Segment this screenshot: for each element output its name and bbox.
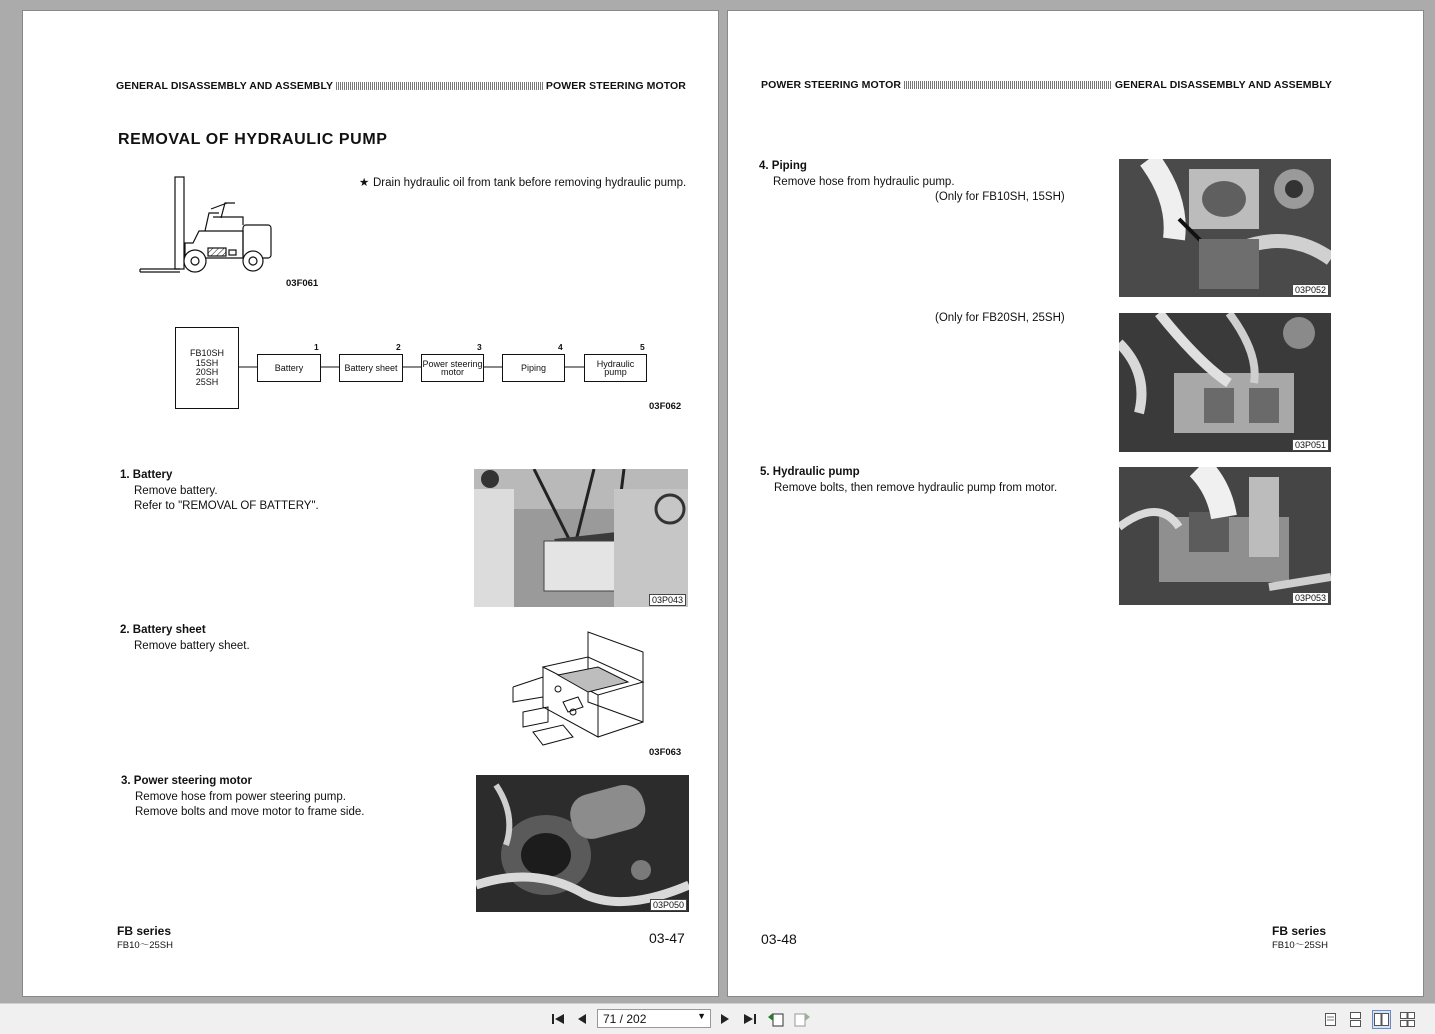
footer-models: FB10～25SH xyxy=(117,940,173,951)
motor-photo-art xyxy=(476,775,689,912)
battery-sheet-figure-code: 03F063 xyxy=(649,747,682,758)
header-right-text: GENERAL DISASSEMBLY AND ASSEMBLY xyxy=(1114,79,1332,91)
step-4-note-fb10: (Only for FB10SH, 15SH) xyxy=(935,191,1065,203)
left-page xyxy=(22,10,719,997)
drain-note-text: Drain hydraulic oil from tank before removing hydraulic pump. xyxy=(373,177,687,189)
piping-fb10-photo xyxy=(1119,159,1331,297)
last-page-icon[interactable] xyxy=(741,1010,759,1028)
flow-figure-code: 03F062 xyxy=(649,401,682,412)
star-icon: ★ xyxy=(359,177,370,189)
flow-model: FB10SH xyxy=(189,348,224,358)
step-line: Remove hose from power steering pump. xyxy=(135,791,346,803)
next-page-icon[interactable] xyxy=(716,1010,734,1028)
forklift-figure-code: 03F061 xyxy=(286,278,319,289)
battery-photo-art xyxy=(474,469,688,607)
flow-step-number: 5 xyxy=(640,342,645,352)
hydraulic-pump-photo-art xyxy=(1119,467,1331,605)
step-line: Refer to "REMOVAL OF BATTERY". xyxy=(134,500,319,512)
motor-photo-code: 03P050 xyxy=(650,899,687,911)
flow-model: 20SH xyxy=(195,367,219,377)
flow-step-piping: Piping xyxy=(502,354,565,382)
step-4-heading: 4. Piping xyxy=(759,160,807,172)
page-title: REMOVAL OF HYDRAULIC PUMP xyxy=(118,131,388,148)
battery-photo-code: 03P043 xyxy=(649,594,686,606)
first-page-icon[interactable] xyxy=(549,1010,567,1028)
prev-page-icon[interactable] xyxy=(573,1010,591,1028)
header-left-text: GENERAL DISASSEMBLY AND ASSEMBLY xyxy=(116,80,334,92)
header-right-text: POWER STEERING MOTOR xyxy=(545,80,686,92)
single-page-view-icon[interactable] xyxy=(1321,1010,1340,1029)
hydraulic-pump-photo-code: 03P053 xyxy=(1292,592,1329,604)
flow-step-number: 1 xyxy=(314,342,319,352)
piping-fb10-photo-code: 03P052 xyxy=(1292,284,1329,296)
go-forward-icon[interactable] xyxy=(793,1010,811,1028)
chevron-down-icon[interactable]: ▼ xyxy=(697,1011,706,1021)
header-dot-leader xyxy=(904,81,1112,89)
go-back-icon[interactable] xyxy=(767,1010,785,1028)
flow-step-battery: Battery xyxy=(257,354,321,382)
step-line: Remove bolts, then remove hydraulic pump from motor. xyxy=(774,482,1058,494)
step-line: Remove battery. xyxy=(134,485,218,497)
page-header xyxy=(761,78,1332,92)
right-page xyxy=(727,10,1424,997)
piping-fb10-photo-art xyxy=(1119,159,1331,297)
step-4-note-fb20: (Only for FB20SH, 25SH) xyxy=(935,312,1065,324)
continuous-view-icon[interactable] xyxy=(1346,1010,1365,1029)
flow-step-number: 4 xyxy=(558,342,563,352)
flow-step-hydraulic-pump: Hydraulic pump xyxy=(584,354,647,382)
footer-series: FB series xyxy=(1272,924,1327,938)
page-indicator: 71 / 202 xyxy=(603,1011,647,1026)
step-line: Remove battery sheet. xyxy=(134,640,250,652)
flow-model: 15SH xyxy=(195,357,219,368)
page-number-select[interactable] xyxy=(597,1009,711,1028)
piping-fb20-photo-code: 03P051 xyxy=(1292,439,1329,451)
flow-step-battery-sheet: Battery sheet xyxy=(339,354,403,382)
flow-step-power-steering-motor: Power steering motor xyxy=(421,354,484,382)
battery-sheet-illustration xyxy=(503,627,653,757)
step-5-text xyxy=(774,481,1057,496)
piping-fb20-photo xyxy=(1119,313,1331,452)
facing-view-icon[interactable] xyxy=(1372,1010,1391,1029)
step-2-heading: 2. Battery sheet xyxy=(120,624,206,636)
page-number: 03-48 xyxy=(761,931,797,947)
step-3-text xyxy=(135,790,364,820)
step-line: Remove hose from hydraulic pump. xyxy=(773,176,955,188)
flow-model: 25SH xyxy=(195,376,219,387)
step-line: Remove bolts and move motor to frame side. xyxy=(135,806,365,818)
footer-series: FB series xyxy=(117,924,172,938)
step-4-text xyxy=(773,175,955,190)
header-left-text: POWER STEERING MOTOR xyxy=(761,79,902,91)
footer-models: FB10～25SH xyxy=(1272,940,1328,951)
flow-step-number: 3 xyxy=(477,342,482,352)
step-2-text xyxy=(134,639,250,654)
step-5-heading: 5. Hydraulic pump xyxy=(760,466,860,478)
viewer-toolbar xyxy=(0,1003,1435,1034)
step-1-heading: 1. Battery xyxy=(120,469,173,481)
page-number: 03-47 xyxy=(649,930,685,946)
step-3-heading: 3. Power steering motor xyxy=(121,775,253,787)
battery-removal-photo xyxy=(474,469,688,607)
power-steering-motor-photo xyxy=(476,775,689,912)
facing-continuous-view-icon[interactable] xyxy=(1398,1010,1417,1029)
hydraulic-pump-photo xyxy=(1119,467,1331,605)
piping-fb20-photo-art xyxy=(1119,313,1331,452)
flow-step-number: 2 xyxy=(396,342,401,352)
step-1-text xyxy=(134,484,319,514)
